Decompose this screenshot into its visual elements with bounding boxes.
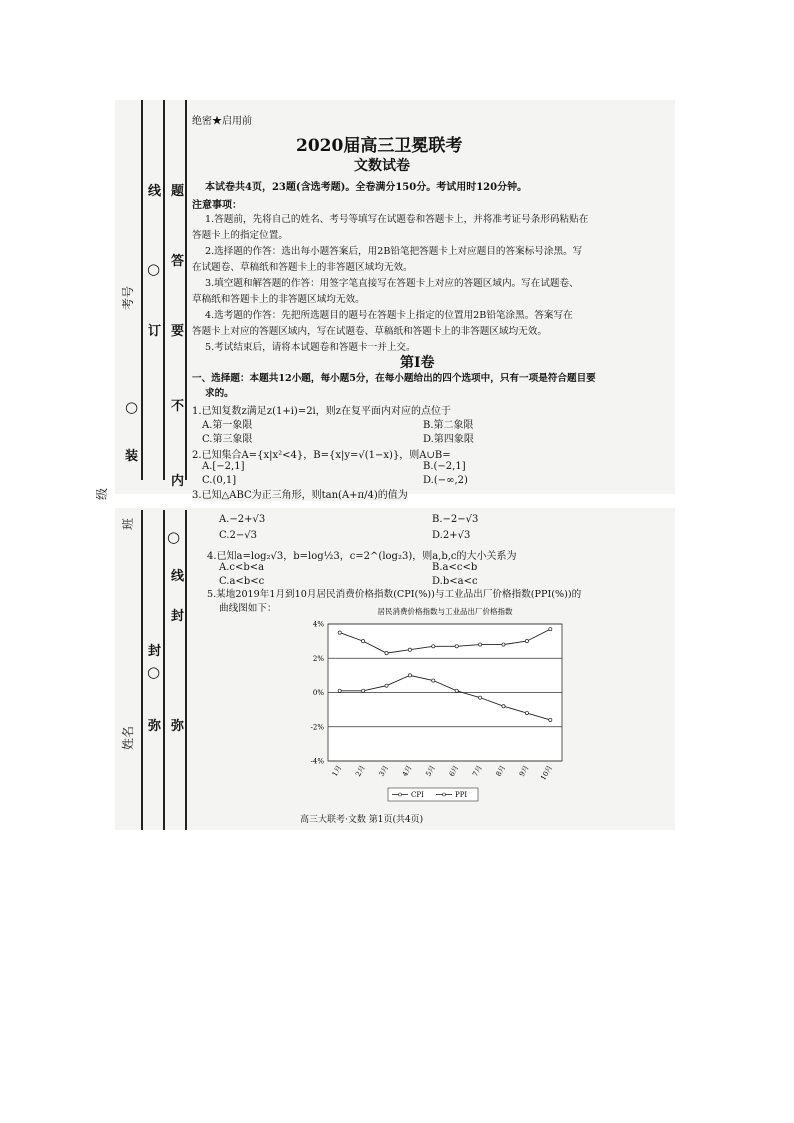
option-d: D.第四象限 <box>423 434 474 445</box>
circle-mark: ○ <box>167 528 181 546</box>
side-char: 弥 <box>148 719 162 734</box>
option-a: A.−2+√3 <box>219 514 266 525</box>
section-title: 第Ⅰ卷 <box>400 355 435 371</box>
option-b: B.−2−√3 <box>432 514 479 525</box>
note-line: 4.选考题的作答：先把所选题目的题号在答题卡上指定的位置用2B铅笔涂黑。答案写在 <box>205 310 573 321</box>
grade-label: 级 <box>95 487 109 500</box>
exam-number-label: 考号 <box>121 285 135 310</box>
y-tick-label: -4% <box>310 757 324 766</box>
data-point-cpi <box>479 643 482 646</box>
y-tick-label: 2% <box>312 654 324 663</box>
x-tick-label: 9月 <box>517 764 531 778</box>
side-char: 题 <box>171 184 185 199</box>
data-point-ppi <box>525 711 528 714</box>
data-point-cpi <box>502 643 505 646</box>
exam-info: 本试卷共4页，23题(含选考题)。全卷满分150分。考试用时120分钟。 <box>205 182 528 193</box>
x-tick-label: 8月 <box>494 764 508 778</box>
question-5-stem: 5.某地2019年1月到10月居民消费价格指数(CPI(%))与工业品出厂价格指数(PPI(%))的 <box>207 589 582 600</box>
option-a: A.第一象限 <box>202 420 253 431</box>
option-c: C.a<b<c <box>219 576 265 587</box>
data-point-ppi <box>549 718 552 721</box>
section-intro: 一、选择题：本题共12小题，每小题5分，在每小题给出的四个选项中，只有一项是符合题目要 <box>192 373 596 384</box>
data-point-ppi <box>432 679 435 682</box>
chart-y-ticks <box>311 621 325 766</box>
confidential-mark: 绝密★启用前 <box>192 116 252 127</box>
question-3-stem: 3.已知△ABC为正三角形，则tan(A+π/4)的值为 <box>192 486 408 501</box>
x-tick-label: 1月 <box>330 764 344 778</box>
y-tick-label: -2% <box>310 723 324 732</box>
side-char: 线 <box>171 569 185 584</box>
data-point-cpi <box>432 645 435 648</box>
chart-title: 居民消费价格指数与工业品出厂价格指数 <box>377 607 513 616</box>
data-point-ppi <box>455 689 458 692</box>
x-tick-label: 2月 <box>354 764 367 778</box>
option-d: D.2+√3 <box>432 530 471 541</box>
notes-heading: 注意事项： <box>192 200 242 211</box>
section-intro: 求的。 <box>205 388 234 399</box>
side-char: 封 <box>148 644 162 659</box>
note-line: 1.答题前，先将自己的姓名、考号等填写在试题卷和答题卡上，并将准考证号条形码粘贴在 <box>205 214 589 225</box>
data-point-cpi <box>408 648 411 651</box>
x-tick-label: 10月 <box>539 764 555 782</box>
subject-title: 文数试卷 <box>354 158 410 174</box>
circle-mark: ○ <box>147 663 161 681</box>
data-point-ppi <box>479 696 482 699</box>
note-line: 草稿纸和答题卡上的非答题区域均无效。 <box>192 294 365 305</box>
x-tick-label: 4月 <box>400 764 414 778</box>
data-point-ppi <box>502 705 505 708</box>
data-point-cpi <box>338 631 341 634</box>
question-1-stem: 1.已知复数z满足z(1+i)=2i，则z在复平面内对应的点位于 <box>192 406 452 417</box>
x-tick-label: 3月 <box>377 764 391 778</box>
side-char: 内 <box>171 474 185 489</box>
data-point-cpi <box>525 640 528 643</box>
data-point-ppi <box>385 684 388 687</box>
side-char: 装 <box>125 449 139 464</box>
side-char: 线 <box>148 184 162 199</box>
chart-x-ticks <box>331 764 554 782</box>
option-b: B.a<c<b <box>432 562 478 573</box>
chart-legend <box>388 788 478 801</box>
data-point-cpi <box>455 645 458 648</box>
side-char: 弥 <box>171 719 185 734</box>
question-5-stem: 曲线图如下： <box>219 603 277 614</box>
x-tick-label: 7月 <box>471 764 484 778</box>
option-c: C.第三象限 <box>202 434 253 445</box>
data-point-cpi <box>549 628 552 631</box>
exam-title: 2020届高三卫冕联考 <box>296 136 463 156</box>
cpi-ppi-line-chart <box>300 604 570 804</box>
note-line: 在试题卷、草稿纸和答题卡上的非答题区域均无效。 <box>192 262 413 273</box>
option-a: A.[−2,1] <box>202 461 245 472</box>
option-b: B.第二象限 <box>423 420 474 431</box>
option-d: D.(−∞,2) <box>423 475 468 486</box>
side-char: 订 <box>148 324 162 339</box>
legend-marker <box>399 793 402 796</box>
data-point-ppi <box>338 689 341 692</box>
note-line: 5.考试结束后，请将本试题卷和答题卡一并上交。 <box>205 342 416 353</box>
option-d: D.b<a<c <box>432 576 478 587</box>
page-footer: 高三大联考·文数 第1页(共4页) <box>300 815 424 825</box>
y-tick-label: 0% <box>312 689 324 697</box>
circle-mark: ○ <box>125 398 139 416</box>
legend-label: PPI <box>455 791 468 799</box>
option-a: A.c<b<a <box>219 562 265 573</box>
note-line: 2.选择题的作答：选出每小题答案后，用2B铅笔把答题卡上对应题目的答案标号涂黑。写 <box>205 246 583 257</box>
note-line: 3.填空题和解答题的作答：用签字笔直接写在答题卡上对应的答题区域内。写在试题卷、 <box>205 278 579 289</box>
binding-margin <box>95 100 195 830</box>
data-point-ppi <box>408 674 411 677</box>
side-char: 不 <box>171 399 185 414</box>
side-char: 封 <box>171 609 185 624</box>
name-label: 姓名 <box>121 725 135 750</box>
data-point-cpi <box>385 652 388 655</box>
side-char: 要 <box>171 324 185 339</box>
option-c: C.(0,1] <box>202 475 237 486</box>
side-char: 答 <box>171 254 185 269</box>
note-line: 答题卡上对应的答题区域内，写在试题卷、草稿纸和答题卡上的非答题区域均无效。 <box>192 326 547 337</box>
y-tick-label: 4% <box>312 620 324 629</box>
circle-mark: ○ <box>147 260 161 278</box>
note-line: 答题卡上的指定位置。 <box>192 230 288 241</box>
question-2-stem: 2.已知集合A={x|x²<4}，B={x|y=√(1−x)}，则A∪B= <box>192 450 451 461</box>
option-b: B.(−2,1] <box>423 461 466 472</box>
legend-label: CPI <box>411 791 424 799</box>
option-c: C.2−√3 <box>219 530 257 541</box>
class-label: 班 <box>121 517 135 530</box>
question-4-stem: 4.已知a=log₂√3，b=log½3，c=2^(log₂3)，则a,b,c的大小关系为 <box>207 551 517 562</box>
data-point-ppi <box>362 689 365 692</box>
x-tick-label: 5月 <box>424 764 438 778</box>
data-point-cpi <box>362 640 365 643</box>
x-tick-label: 6月 <box>447 764 461 778</box>
legend-marker <box>443 793 446 796</box>
